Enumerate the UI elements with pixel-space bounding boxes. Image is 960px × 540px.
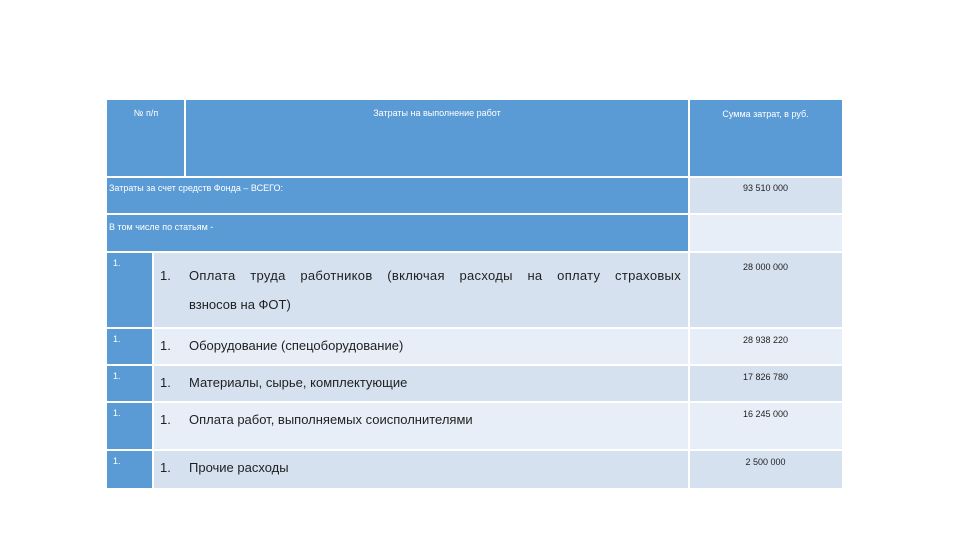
item-value-cell (689, 450, 842, 488)
item-index-cell (107, 252, 153, 328)
item-name-cell (153, 450, 689, 488)
item-name: Материалы, сырье, комплектующие (189, 375, 408, 390)
subheader-label: В том числе по статьям - (109, 222, 214, 232)
item-number: 1. (160, 338, 171, 353)
item-name-continuation: взносов на ФОТ) (189, 297, 291, 312)
item-value: 16 245 000 (742, 409, 789, 419)
subheader-value-cell (689, 214, 842, 252)
item-value-cell (689, 365, 842, 402)
header-num: № п/п (133, 108, 159, 118)
item-index: 1. (113, 334, 121, 344)
item-value-cell (689, 252, 842, 328)
grid-line (152, 252, 154, 488)
item-number: 1. (160, 412, 171, 427)
item-value: 28 938 220 (742, 335, 789, 345)
item-name: Прочие расходы (189, 460, 289, 475)
item-name: Оплата работ, выполняемых соисполнителями (189, 412, 473, 427)
item-index: 1. (113, 408, 121, 418)
header-num-cell (107, 100, 185, 177)
item-index-cell (107, 328, 153, 365)
item-index: 1. (113, 258, 121, 268)
grid-line (184, 100, 186, 177)
item-number: 1. (160, 268, 171, 283)
grid-line (107, 176, 842, 178)
item-value: 28 000 000 (742, 262, 789, 272)
header-costs-cell (185, 100, 689, 177)
item-name: Оборудование (спецоборудование) (189, 338, 404, 353)
item-name: Оплата труда работников (включая расходы на оплату страховых (189, 268, 681, 283)
item-index-cell (107, 450, 153, 488)
item-value: 2 500 000 (745, 457, 786, 467)
header-sum-cell (689, 100, 842, 177)
item-value: 17 826 780 (742, 372, 789, 382)
item-number: 1. (160, 375, 171, 390)
grid-line (107, 327, 842, 329)
subheader-label-cell (107, 214, 689, 252)
costs-table (107, 100, 842, 488)
header-sum: Сумма затрат, в руб. (722, 109, 809, 119)
total-label: Затраты за счет средств Фонда – ВСЕГО: (109, 183, 283, 193)
item-number: 1. (160, 460, 171, 475)
total-value: 93 510 000 (742, 183, 789, 193)
item-value-cell (689, 402, 842, 450)
item-index: 1. (113, 371, 121, 381)
grid-line (107, 213, 842, 215)
item-index: 1. (113, 456, 121, 466)
grid-line (107, 449, 842, 451)
header-costs: Затраты на выполнение работ (373, 108, 501, 118)
grid-line (107, 364, 842, 366)
grid-line (107, 251, 842, 253)
grid-line (688, 100, 690, 488)
item-name-cell (153, 328, 689, 365)
item-name-cell (153, 365, 689, 402)
item-index-cell (107, 402, 153, 450)
item-index-cell (107, 365, 153, 402)
total-label-cell (107, 177, 689, 214)
item-value-cell (689, 328, 842, 365)
item-name-cell (153, 402, 689, 450)
total-value-cell (689, 177, 842, 214)
grid-line (107, 401, 842, 403)
item-name-cell (153, 252, 689, 328)
